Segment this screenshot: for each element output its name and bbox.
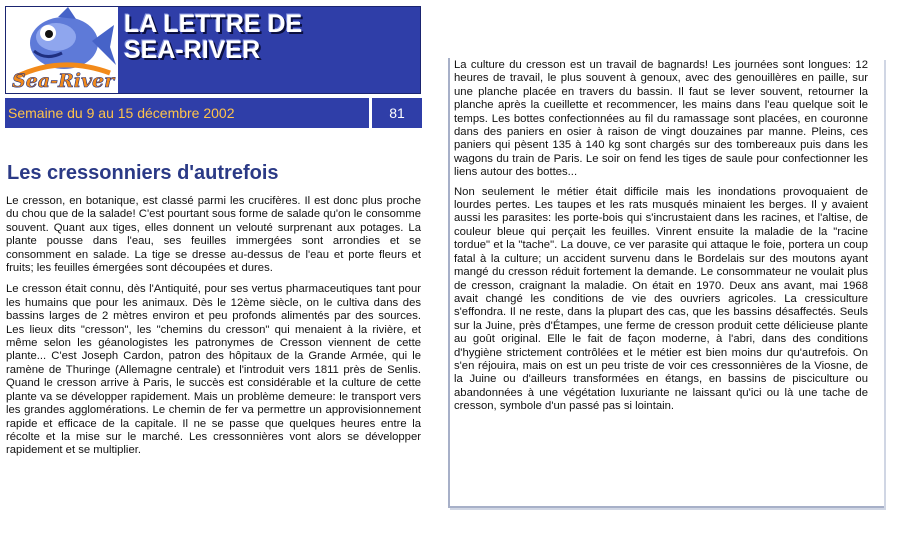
title-line-1: LA LETTRE DE [124, 10, 303, 38]
fish-mascot-icon [6, 7, 118, 93]
article-right-column [448, 58, 884, 508]
article-headline: Les cressonniers d'autrefois [7, 162, 279, 184]
article-paragraph: Non seulement le métier était difficile mais les inondations provoquaient de lourdes pertes. Les taupes et les rats musqués minaient les berges. Il y avaient aussi les parasites: les porte-bois qui s'incrustaient dans les racines, et l'altise, de couleur bleue qui perçait les feuilles. Vinrent ensuite la maladie de la "racine tordue" et la "tache". La douve, ce ver parasite qui attaque le foie, portera un coup fatal à la culture; un accident survenu dans le Bordelais sur des moutons ayant mangé du cresson réduit fortement la demande. Le consommateur ne voulait plus de cresson, craignant la maladie. On était en 1970. Deux ans avant, mai 1968 avait changé les conditions de vie des ouvriers agricoles. La cressiculture s'effondra. Il ne reste, dans la plupart des cas, que les bassins désaffectés. Seuls sur la Juine, près d'Étampes, une ferme de cresson produit cette délicieuse plante au goût original. Elle le fait de façon moderne, à l'abri, dans des conditions d'hygiène strictement contrôlées et le métier est bien moins dur qu'autrefois. On s'en réjouira, mais on est un peu triste de voir ces cressonnières de la Viosne, de la Juine ou d'ailleurs transformées en étangs, en bassins de pisciculture ou abandonnées à une végétation luxuriante ne laissant qu'ici ou là une tache de cresson, symbole d'un passé pas si lointain. [454, 185, 868, 413]
newsletter-title [124, 11, 414, 63]
week-label: Semaine du 9 au 15 décembre 2002 [5, 98, 369, 128]
article-left-column [6, 195, 421, 466]
newsletter-banner [5, 6, 421, 94]
sea-river-logo [6, 7, 118, 93]
article-paragraph: Le cresson, en botanique, est classé parmi les crucifères. Il est donc plus proche du chou que de la salade! C'est pourtant sous forme de salade qu'on le consomme souvent. Quant aux tiges, elles donnent un velouté surprenant aux potages. La plante pousse dans l'eau, ses feuilles immergées sont arrondies et se consomment en salade. La tige se dresse au-dessus de l'eau et porte fleurs et fruits; les feuilles émergées sont découpées et dures. [6, 195, 421, 275]
article-paragraph: Le cresson était connu, dès l'Antiquité, pour ses vertus pharmaceutiques tant pour les humains que pour les animaux. Dès le 12ème siècle, on le cultiva dans des bassins larges de 2 mètres environ et peu profonds alimentés par des sources. Les lieux dits "cresson", les "chemins du cresson" qui menaient à la rivière, et même selon les géanologistes les patronymes de Cresson viennent de cette plante... C'est Joseph Cardon, patron des hôpitaux de la Grande Armée, qui le ramène de Thuringe (Allemagne centrale) et l'introduit vers 1811 près de Senlis. Quand le cresson arrive à Paris, le succès est considérable et la culture de cette plante va se développer rapidement. Mais un problème demeure: le transport vers les grandes agglomérations. Le chemin de fer va permettre un approvisionnement rapide et efficace de la capitale. Il ne se passe que quelques heures entre la récolte et la mise sur le marché. Les cressonnières vont alors se développer rapidement et se multiplier. [6, 283, 421, 457]
title-line-2: SEA-RIVER [124, 36, 261, 64]
svg-text:Sea-River: Sea-River [12, 70, 115, 92]
article-paragraph: La culture du cresson est un travail de bagnards! Les journées sont longues: 12 heures de travail, le plus souvent à genoux, avec des genouillères en paille, sur une planche placée en travers du bassin. Il faut se lever souvent, retourner la planche après la cueillette et recommencer, les mains dans l'eau quelque soit le temps. Les bottes confectionnées au fil du ramassage sont placées, en couronne dans des paniers en osier à raison de vingt douzaines par manne. Pleins, ces paniers qui pèsent 135 à 140 kg sont chargés sur des tombereaux puis dans les wagons du train de Paris. Le soir on fend les tiges de saule pour confectionner les liens autour des bottes... [454, 59, 868, 179]
issue-number: 81 [372, 98, 422, 128]
